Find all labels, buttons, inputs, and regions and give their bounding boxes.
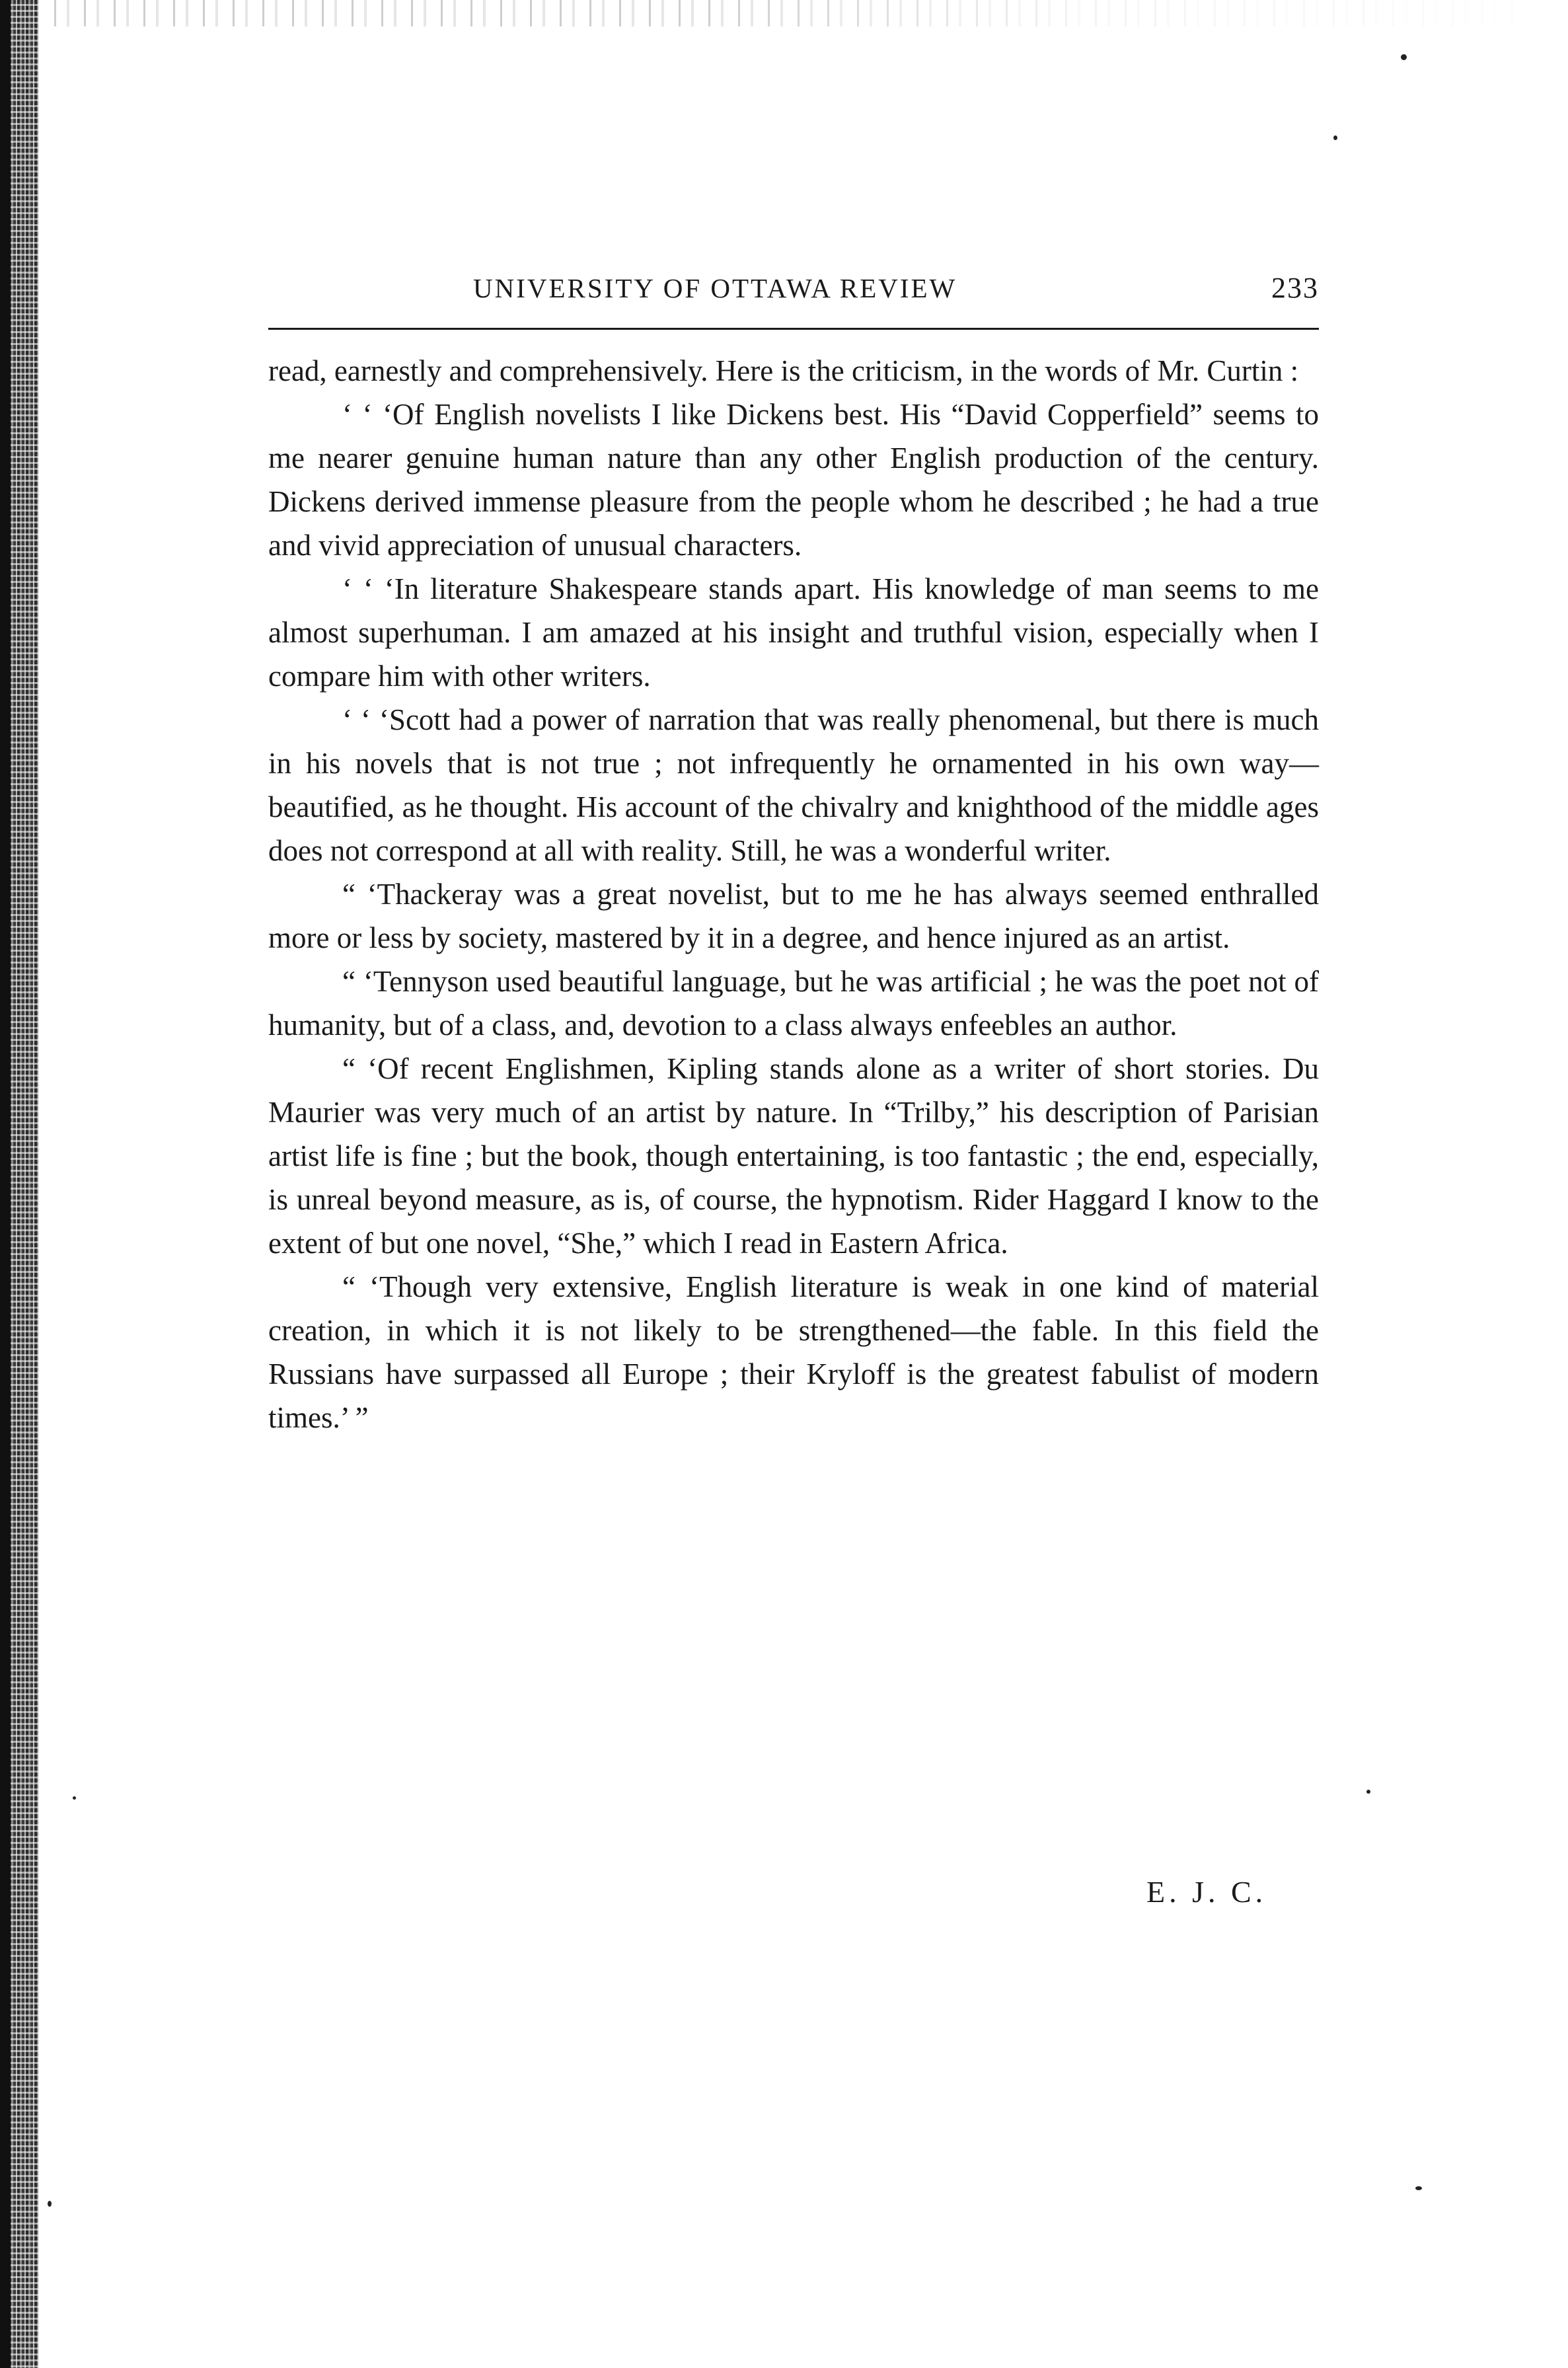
- binding-shadow: [0, 0, 11, 2368]
- paragraph-kipling: “ ‘Of recent Englishmen, Kipling stands alone as a writer of short stories. Du Maurier was very much of an artist by nature. In “Trilby,” his description of Parisian artist life is fine ; but the book, though entertaining, is too fantastic ; the end, especially, is unreal beyond measure, as is, of course, the hypnotism. Rider Haggard I know to the extent of but one novel, “She,” which I read in Eastern Africa.: [268, 1052, 1319, 1260]
- article-text: [268, 349, 1319, 1439]
- scan-speck: [1415, 2186, 1422, 2190]
- paragraph-scott: ‘ ‘ ‘Scott had a power of narration that was really phenomenal, but there is much in his novels that is not true ; not infrequently he ornamented in his own way—beautified, as he thought. His account of the chivalry and knighthood of the middle ages does not correspond at all with reality. Still, he was a wonderful writer.: [268, 703, 1319, 867]
- paragraph-fable: “ ‘Though very extensive, English literature is weak in one kind of material creation, in which it is not likely to be strengthened—the fable. In this field the Russians have surpassed all Europe ; their Kryloff is the greatest fabulist of modern times.’ ”: [268, 1270, 1319, 1434]
- scan-speck: [73, 1796, 76, 1800]
- scanned-binding-edge: [0, 0, 38, 2368]
- page-number: 233: [1271, 272, 1319, 304]
- running-header: [268, 267, 1319, 315]
- scan-speck: [1333, 135, 1337, 140]
- paragraph-dickens: ‘ ‘ ‘Of English novelists I like Dickens best. His “David Copperfield” seems to me nearer genuine human nature than any other English production of the century. Dickens derived immense pleasure from the people whom he described ; he had a true and vivid appreciation of unusual characters.: [268, 398, 1319, 562]
- journal-title: UNIVERSITY OF OTTAWA REVIEW: [473, 273, 957, 303]
- author-signature: E. J. C.: [1146, 1875, 1267, 1909]
- scan-speck: [1366, 1790, 1370, 1794]
- scan-speck: [48, 2201, 52, 2207]
- scan-noise-top: [40, 0, 1533, 26]
- paragraph-shakespeare: ‘ ‘ ‘In literature Shakespeare stands apart. His knowledge of man seems to me almost superhuman. I am amazed at his insight and truthful vision, especially when I compare him with other writers.: [268, 572, 1319, 693]
- paragraph-tennyson: “ ‘Tennyson used beautiful language, but he was artificial ; he was the poet not of humanity, but of a class, and, devotion to a class always enfeebles an author.: [268, 965, 1319, 1042]
- paragraph-thackeray: “ ‘Thackeray was a great novelist, but to me he has always seemed enthralled more or less by society, mastered by it in a degree, and hence injured as an artist.: [268, 878, 1319, 954]
- header-rule: [268, 328, 1319, 330]
- paragraph-intro: read, earnestly and comprehensively. Here is the criticism, in the words of Mr. Curtin :: [268, 354, 1299, 387]
- scan-speck: [1401, 54, 1407, 60]
